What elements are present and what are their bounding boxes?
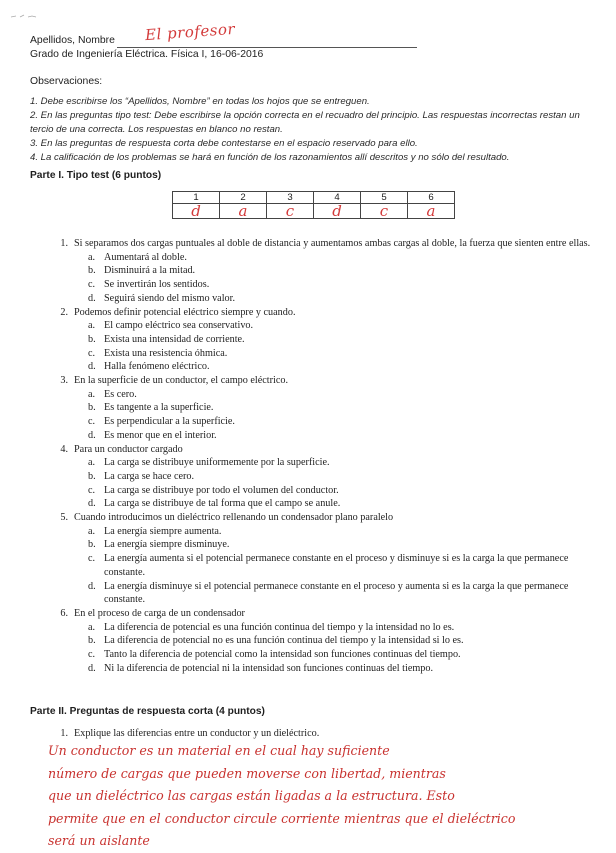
- question-number: 2.: [60, 306, 68, 318]
- option-letter: b.: [88, 470, 96, 482]
- question-row: [30, 237, 600, 251]
- option-text: La energía siempre disminuye.: [104, 539, 230, 551]
- option-text: Aumentará al doble.: [104, 251, 187, 263]
- short-question-row: [30, 728, 590, 739]
- option-row: [88, 319, 600, 333]
- option-letter: d.: [88, 292, 96, 304]
- answer-cell[interactable]: d: [173, 204, 220, 219]
- option-text: Se invertirán los sentidos.: [104, 279, 210, 291]
- observation-item: 3. En las preguntas de respuesta corta debe contestarse en el espacio reservado para ello.: [30, 138, 418, 149]
- option-letter: d.: [88, 498, 96, 510]
- observation-item: 4. La calificación de los problemas se hará en función de los razonamientos allí descritos y no sólo del resultado.: [30, 152, 510, 163]
- exam-header: [30, 19, 590, 62]
- option-row: [88, 333, 600, 347]
- option-row: [88, 648, 600, 662]
- name-handwritten: El profesor: [144, 19, 236, 45]
- option-text: Seguirá siendo del mismo valor.: [104, 292, 236, 304]
- option-letter: c.: [88, 553, 96, 565]
- short-question-number: 1.: [60, 728, 68, 739]
- option-letter: d.: [88, 662, 96, 674]
- observations-list: [30, 95, 595, 165]
- question-number: 5.: [60, 512, 68, 524]
- question-block: [30, 443, 600, 512]
- option-text: Es tangente a la superficie.: [104, 402, 214, 414]
- name-label: Apellidos, Nombre: [30, 35, 115, 46]
- option-letter: d.: [88, 429, 96, 441]
- option-row: [88, 456, 600, 470]
- option-letter: c.: [88, 649, 96, 661]
- observations-title: Observaciones:: [30, 76, 103, 87]
- short-question-text: Explique las diferencias entre un conductor y un dieléctrico.: [74, 728, 320, 739]
- option-letter: a.: [88, 525, 96, 537]
- option-text: El campo eléctrico sea conservativo.: [104, 320, 254, 332]
- option-row: [88, 497, 600, 511]
- option-row: [88, 662, 600, 676]
- option-letter: b.: [88, 333, 96, 345]
- option-letter: a.: [88, 457, 96, 469]
- question-text: Cuando introducimos un dieléctrico rellenando un condensador plano paralelo: [74, 512, 394, 524]
- answer-cell[interactable]: a: [408, 204, 455, 219]
- option-row: [88, 552, 600, 579]
- option-row: [88, 264, 600, 278]
- answer-table-answers: [173, 204, 455, 219]
- question-number: 1.: [60, 238, 68, 249]
- option-text: La energía aumenta si el potencial permanece constante en el proceso y disminuye si es la carga la que permanece constante.: [104, 553, 569, 578]
- option-row: [88, 251, 600, 265]
- option-text: Es cero.: [104, 388, 137, 400]
- part1-title: Parte I. Tipo test (6 puntos): [30, 170, 162, 181]
- option-letter: d.: [88, 580, 96, 592]
- option-text: La energía siempre aumenta.: [104, 525, 222, 537]
- option-text: Halla fenómeno eléctrico.: [104, 361, 210, 373]
- question-row: [30, 511, 600, 525]
- course-line: Grado de Ingeniería Eléctrica. Física I, 16-06-2016: [30, 49, 264, 60]
- answer-number-cell: 4: [314, 192, 361, 204]
- question-number: 4.: [60, 443, 68, 455]
- part2-title: Parte II. Preguntas de respuesta corta (4 puntos): [30, 706, 265, 717]
- option-text: Exista una intensidad de corriente.: [104, 333, 245, 345]
- question-number: 3.: [60, 375, 68, 387]
- question-text: En el proceso de carga de un condensador: [74, 607, 245, 619]
- answer-number-cell: 3: [267, 192, 314, 204]
- answer-number-cell: 2: [220, 192, 267, 204]
- answer-line: será un aislante: [48, 833, 150, 848]
- question-text: Si separamos dos cargas puntuales al doble de distancia y aumentamos ambas cargas al doble, la fuerza que sienten entre ellas.: [74, 238, 591, 249]
- option-row: [88, 525, 600, 539]
- name-row: [30, 19, 590, 48]
- question-row: [30, 607, 600, 621]
- option-row: [88, 538, 600, 552]
- answer-line: que un dieléctrico las cargas están ligadas a la estructura. Esto: [48, 788, 455, 803]
- question-text: Podemos definir potencial eléctrico siempre y cuando.: [74, 306, 296, 318]
- answer-cell[interactable]: c: [361, 204, 408, 219]
- observation-item: 2. En las preguntas tipo test: Debe escribirse la opción correcta en el recuadro del principio. Las respuestas incorrectas restan un tercio de una correcta. Los respuestas en blanco no restan.: [30, 110, 580, 135]
- option-letter: d.: [88, 361, 96, 373]
- question-block: [30, 237, 600, 306]
- option-row: [88, 360, 600, 374]
- question-row: [30, 306, 600, 320]
- answer-line: número de cargas que pueden moverse con libertad, mientras: [48, 765, 446, 781]
- answer-line: permite que en el conductor circule corriente mientras que el dieléctrico: [48, 810, 516, 826]
- answer-table: [172, 191, 455, 219]
- answer-cell[interactable]: d: [314, 204, 361, 219]
- option-text: Ni la diferencia de potencial ni la intensidad son funciones continuas del tiempo.: [104, 662, 434, 674]
- option-letter: c.: [88, 416, 96, 428]
- observation-item: 1. Debe escribirse los “Apellidos, Nombre” en todas los hojos que se entreguen.: [30, 96, 370, 107]
- option-letter: a.: [88, 251, 96, 263]
- option-letter: b.: [88, 635, 96, 647]
- option-letter: a.: [88, 621, 96, 633]
- question-row: [30, 374, 600, 388]
- option-row: [88, 621, 600, 635]
- question-block: [30, 607, 600, 676]
- option-row: [88, 484, 600, 498]
- option-text: La carga se distribuye de tal forma que el campo se anule.: [104, 498, 341, 510]
- option-row: [88, 292, 600, 306]
- answer-cell[interactable]: c: [267, 204, 314, 219]
- question-text: Para un conductor cargado: [74, 443, 183, 455]
- question-block: [30, 511, 600, 607]
- option-letter: a.: [88, 388, 96, 400]
- corner-scribble-mark: [10, 12, 50, 20]
- option-row: [88, 278, 600, 292]
- option-text: La carga se distribuye uniformemente por la superficie.: [104, 457, 330, 469]
- option-text: La carga se distribuye por todo el volumen del conductor.: [104, 484, 339, 496]
- name-field[interactable]: [117, 19, 417, 48]
- option-row: [88, 470, 600, 484]
- question-text: En la superficie de un conductor, el campo eléctrico.: [74, 375, 289, 387]
- answer-line: Un conductor es un material en el cual hay suficiente: [48, 743, 390, 758]
- answer-number-cell: 6: [408, 192, 455, 204]
- option-letter: c.: [88, 347, 96, 359]
- question-row: [30, 443, 600, 457]
- option-row: [88, 401, 600, 415]
- option-row: [88, 347, 600, 361]
- option-text: Es perpendicular a la superficie.: [104, 416, 235, 428]
- answer-number-cell: 1: [173, 192, 220, 204]
- option-row: [88, 580, 600, 607]
- option-row: [88, 415, 600, 429]
- test-questions: [30, 237, 600, 676]
- question-block: [30, 374, 600, 443]
- option-letter: b.: [88, 402, 96, 414]
- option-letter: b.: [88, 265, 96, 277]
- option-letter: b.: [88, 539, 96, 551]
- option-text: La energía disminuye si el potencial permanece constante en el proceso y aumenta si es la carga la que permanece constante.: [104, 580, 569, 606]
- option-row: [88, 388, 600, 402]
- question-number: 6.: [60, 607, 68, 619]
- answer-number-cell: 5: [361, 192, 408, 204]
- option-letter: c.: [88, 484, 96, 496]
- option-text: Es menor que en el interior.: [104, 429, 217, 441]
- handwritten-answer[interactable]: [48, 740, 598, 853]
- option-text: La diferencia de potencial no es una función continua del tiempo y la intensidad si lo es.: [104, 635, 464, 647]
- option-text: La diferencia de potencial es una función continua del tiempo y la intensidad no lo es.: [104, 621, 455, 633]
- option-row: [88, 634, 600, 648]
- option-text: Disminuirá a la mitad.: [104, 265, 196, 277]
- option-letter: c.: [88, 279, 96, 291]
- answer-cell[interactable]: a: [220, 204, 267, 219]
- option-text: Tanto la diferencia de potencial como la intensidad son funciones continuas del tiempo.: [104, 649, 461, 661]
- option-text: La carga se hace cero.: [104, 470, 195, 482]
- option-row: [88, 429, 600, 443]
- question-block: [30, 306, 600, 375]
- option-text: Exista una resistencia óhmica.: [104, 347, 228, 359]
- option-letter: a.: [88, 320, 96, 332]
- answer-table-numbers: [173, 192, 455, 204]
